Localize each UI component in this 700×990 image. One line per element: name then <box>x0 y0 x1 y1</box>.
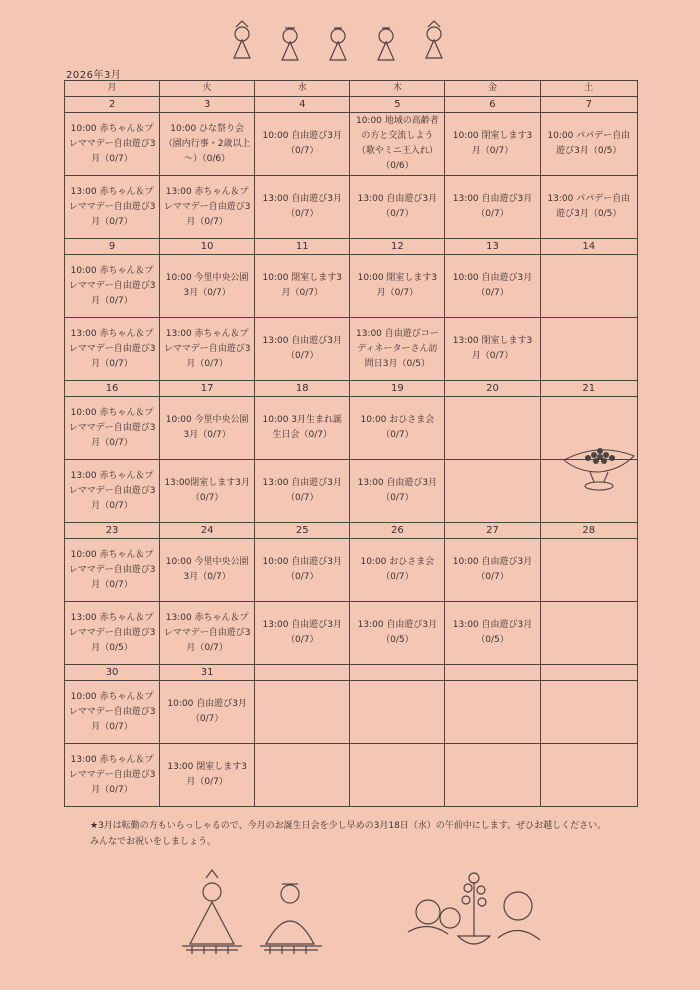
event-row <box>65 460 638 523</box>
event-cell: 10:00 3月生まれ誕生日会（0/7） <box>255 397 350 460</box>
date-cell: 11 <box>255 239 350 255</box>
event-cell: 13:00 閉室します3月（0/7） <box>445 318 540 381</box>
date-cell <box>540 665 637 681</box>
event-cell: 10:00 おひさま会（0/7） <box>350 539 445 602</box>
event-cell: 10:00 地域の高齢者の方と交流しよう（歌やミニ王入れ）（0/6） <box>350 113 445 176</box>
event-cell: 13:00 自由遊び3月（0/7） <box>350 460 445 523</box>
event-row <box>65 681 638 744</box>
event-cell: 10:00 ひな祭り会（園内行事・2歳以上～）（0/6） <box>160 113 255 176</box>
date-cell: 19 <box>350 381 445 397</box>
month-title: 2026年3月 <box>66 70 122 81</box>
date-cell: 23 <box>65 523 160 539</box>
event-cell: 13:00 閉室します3月（0/7） <box>160 744 255 807</box>
event-cell: 10:00 自由遊び3月（0/7） <box>160 681 255 744</box>
event-cell <box>255 681 350 744</box>
event-cell: 13:00 自由遊び3月（0/7） <box>445 176 540 239</box>
weekday-header-row <box>65 81 638 97</box>
event-cell: 13:00 赤ちゃん＆プレママデー自由遊び3月（0/7） <box>160 602 255 665</box>
event-row <box>65 744 638 807</box>
hina-dolls-illustration <box>212 18 462 64</box>
event-cell: 10:00 閉室します3月（0/7） <box>350 255 445 318</box>
date-cell: 5 <box>350 97 445 113</box>
event-cell: 13:00 赤ちゃん＆プレママデー自由遊び3月（0/5） <box>65 602 160 665</box>
children-flowers-illustration <box>398 862 548 954</box>
date-cell: 14 <box>540 239 637 255</box>
event-cell <box>445 460 540 523</box>
event-cell: 10:00 パパデー自由遊び3月（0/5） <box>540 113 637 176</box>
date-cell: 6 <box>445 97 540 113</box>
event-cell: 13:00 自由遊び3月（0/7） <box>255 318 350 381</box>
weekday-tue: 火 <box>160 81 255 97</box>
weekday-mon: 月 <box>65 81 160 97</box>
event-cell: 13:00 自由遊び3月（0/5） <box>350 602 445 665</box>
date-cell: 24 <box>160 523 255 539</box>
event-cell: 10:00 自由遊び3月（0/7） <box>445 539 540 602</box>
date-row <box>65 239 638 255</box>
date-row <box>65 381 638 397</box>
date-cell: 26 <box>350 523 445 539</box>
date-cell: 21 <box>540 381 637 397</box>
date-cell: 16 <box>65 381 160 397</box>
date-row <box>65 97 638 113</box>
event-cell <box>350 744 445 807</box>
event-cell: 10:00 赤ちゃん＆プレママデー自由遊び3月（0/7） <box>65 681 160 744</box>
event-row <box>65 318 638 381</box>
event-cell <box>540 318 637 381</box>
date-row <box>65 665 638 681</box>
event-cell: 13:00 自由遊び3月（0/7） <box>255 460 350 523</box>
event-cell <box>540 255 637 318</box>
date-cell: 3 <box>160 97 255 113</box>
date-cell: 20 <box>445 381 540 397</box>
event-row <box>65 255 638 318</box>
event-cell: 10:00 今里中央公園3月（0/7） <box>160 539 255 602</box>
date-cell: 17 <box>160 381 255 397</box>
event-cell: 10:00 自由遊び3月（0/7） <box>445 255 540 318</box>
event-cell: 13:00 赤ちゃん＆プレママデー自由遊び3月（0/7） <box>65 318 160 381</box>
event-cell: 10:00 自由遊び3月（0/7） <box>255 113 350 176</box>
weekday-sat: 土 <box>540 81 637 97</box>
event-row <box>65 539 638 602</box>
event-row <box>65 176 638 239</box>
date-cell: 7 <box>540 97 637 113</box>
event-cell: 13:00 自由遊び3月（0/7） <box>255 602 350 665</box>
event-cell: 13:00 赤ちゃん＆プレママデー自由遊び3月（0/7） <box>65 176 160 239</box>
event-cell <box>255 744 350 807</box>
calendar-table <box>64 80 638 807</box>
date-cell: 9 <box>65 239 160 255</box>
event-cell: 10:00 自由遊び3月（0/7） <box>255 539 350 602</box>
date-cell <box>255 665 350 681</box>
date-cell: 30 <box>65 665 160 681</box>
event-row <box>65 397 638 460</box>
date-row <box>65 523 638 539</box>
date-cell <box>350 665 445 681</box>
event-row <box>65 602 638 665</box>
weekday-thu: 木 <box>350 81 445 97</box>
event-cell: 13:00 赤ちゃん＆プレママデー自由遊び3月（0/7） <box>65 744 160 807</box>
sweets-bowl-illustration <box>560 440 638 496</box>
weekday-wed: 水 <box>255 81 350 97</box>
event-cell: 13:00 自由遊びコーディネーターさん訪問日3月（0/5） <box>350 318 445 381</box>
event-cell: 13:00 自由遊び3月（0/5） <box>445 602 540 665</box>
date-cell: 27 <box>445 523 540 539</box>
date-cell: 25 <box>255 523 350 539</box>
event-cell <box>540 681 637 744</box>
date-cell: 12 <box>350 239 445 255</box>
date-cell: 10 <box>160 239 255 255</box>
event-cell: 13:00 赤ちゃん＆プレママデー自由遊び3月（0/7） <box>160 176 255 239</box>
event-cell <box>350 681 445 744</box>
event-cell: 13:00 自由遊び3月（0/7） <box>255 176 350 239</box>
event-cell <box>445 397 540 460</box>
announcement-note: ★3月は転勤の方もいらっしゃるので、今月のお誕生日会を少し早めの3月18日（水）の午前中にします。ぜひお越しください。みんなでお祝いをしましょう。 <box>90 821 607 847</box>
date-cell: 31 <box>160 665 255 681</box>
event-cell: 10:00 今里中央公園3月（0/7） <box>160 397 255 460</box>
event-cell <box>540 539 637 602</box>
weekday-fri: 金 <box>445 81 540 97</box>
event-cell: 10:00 閉室します3月（0/7） <box>445 113 540 176</box>
emperor-empress-dolls-illustration <box>172 868 342 956</box>
event-row <box>65 113 638 176</box>
event-cell: 13:00閉室します3月（0/7） <box>160 460 255 523</box>
date-cell: 13 <box>445 239 540 255</box>
event-cell: 10:00 赤ちゃん＆プレママデー自由遊び3月（0/7） <box>65 539 160 602</box>
event-cell: 10:00 赤ちゃん＆プレママデー自由遊び3月（0/7） <box>65 113 160 176</box>
event-cell: 10:00 今里中央公園3月（0/7） <box>160 255 255 318</box>
event-cell: 10:00 閉室します3月（0/7） <box>255 255 350 318</box>
event-cell: 10:00 赤ちゃん＆プレママデー自由遊び3月（0/7） <box>65 255 160 318</box>
date-cell <box>445 665 540 681</box>
event-cell: 13:00 自由遊び3月（0/7） <box>350 176 445 239</box>
date-cell: 4 <box>255 97 350 113</box>
event-cell <box>540 602 637 665</box>
event-cell: 10:00 赤ちゃん＆プレママデー自由遊び3月（0/7） <box>65 397 160 460</box>
event-cell: 10:00 おひさま会（0/7） <box>350 397 445 460</box>
date-cell: 2 <box>65 97 160 113</box>
date-cell: 18 <box>255 381 350 397</box>
event-cell: 13:00 赤ちゃん＆プレママデー自由遊び3月（0/7） <box>65 460 160 523</box>
event-cell <box>445 744 540 807</box>
event-cell <box>540 744 637 807</box>
event-cell: 13:00 赤ちゃん＆プレママデー自由遊び3月（0/7） <box>160 318 255 381</box>
event-cell <box>445 681 540 744</box>
event-cell: 13:00 パパデー自由遊び3月（0/5） <box>540 176 637 239</box>
date-cell: 28 <box>540 523 637 539</box>
